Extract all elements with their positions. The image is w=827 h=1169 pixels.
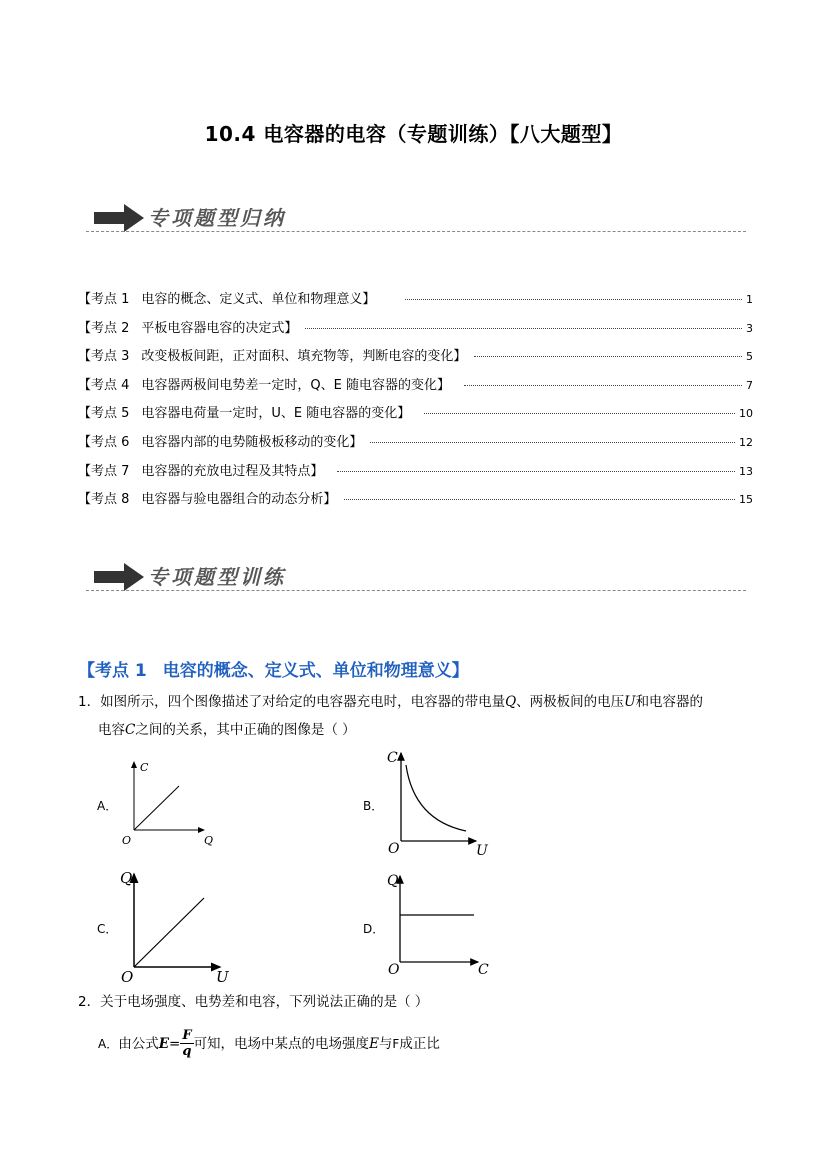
- banner-title: 专项题型归纳: [148, 206, 286, 230]
- question-1: 1．如图所示，四个图像描述了对给定的电容器充电时，电容器的带电量Q、两极板间的电压U和电容器的: [78, 694, 704, 710]
- toc-item[interactable]: 【考点 4 电容器两极间电势差一定时，Q、E 随电容器的变化】 7: [78, 377, 753, 393]
- question-2-option-a[interactable]: A． 由公式 E = $\frac{F}{q}$ 可知，电场中某点的电场强度 E 与 F 成正比: [98, 1028, 440, 1059]
- toc-item[interactable]: 【考点 8 电容器与验电器组合的动态分析】 15: [78, 492, 753, 508]
- x-axis-label: U: [216, 968, 229, 984]
- origin-label: O: [388, 841, 400, 857]
- origin-label: O: [122, 834, 132, 847]
- option-a-label[interactable]: A．: [97, 799, 118, 813]
- toc-item[interactable]: 【考点 6 电容器内部的电势随极板移动的变化】 12: [78, 434, 753, 450]
- option-c-label[interactable]: C．: [97, 922, 118, 936]
- option-d-graph[interactable]: [384, 868, 496, 978]
- y-axis-label: Q: [120, 869, 133, 887]
- toc-item[interactable]: 【考点 5 电容器电荷量一定时，U、E 随电容器的变化】 10: [78, 406, 753, 422]
- origin-label: O: [121, 968, 134, 984]
- divider: [86, 231, 746, 232]
- arrow-icon: [94, 563, 146, 591]
- section-banner-training: [86, 557, 746, 597]
- y-axis-label: C: [140, 761, 149, 774]
- question-2: 2．关于电场强度、电势差和电容，下列说法正确的是（ ）: [78, 994, 429, 1010]
- x-axis-label: U: [476, 843, 488, 857]
- option-b-label[interactable]: B．: [363, 799, 384, 813]
- option-c-graph[interactable]: [116, 866, 241, 984]
- banner-title: 专项题型训练: [148, 565, 286, 589]
- x-axis-label: C: [478, 962, 489, 978]
- option-a-graph[interactable]: [118, 758, 218, 848]
- option-b-graph[interactable]: [384, 745, 494, 857]
- table-of-contents: [78, 288, 753, 517]
- toc-item[interactable]: 【考点 2 平板电容器电容的决定式】 3: [78, 320, 753, 336]
- toc-item[interactable]: 【考点 1 电容的概念、定义式、单位和物理意义】 1: [78, 292, 753, 307]
- graph-line: [134, 898, 204, 967]
- origin-label: O: [388, 962, 400, 978]
- section-heading: 【考点 1 电容的概念、定义式、单位和物理意义】: [78, 661, 469, 681]
- graph-line: [134, 786, 179, 830]
- section-banner-summary: [86, 198, 746, 238]
- option-d-label[interactable]: D．: [363, 922, 385, 936]
- graph-curve: [406, 765, 466, 831]
- page-title: 10.4 电容器的电容（专题训练）【八大题型】: [204, 122, 623, 146]
- y-axis-label: C: [387, 750, 398, 766]
- toc-item[interactable]: 【考点 3 改变极板间距，正对面积、填充物等，判断电容的变化】 5: [78, 349, 753, 365]
- divider: [86, 590, 746, 591]
- x-axis-label: Q: [204, 834, 214, 847]
- y-axis-label: Q: [387, 873, 399, 889]
- arrow-icon: [94, 204, 146, 232]
- question-1-line2: 电容C之间的关系，其中正确的图像是（ ）: [98, 722, 356, 738]
- formula-fraction: $\frac{F}{q}$: [182, 1028, 192, 1059]
- toc-item[interactable]: 【考点 7 电容器的充放电过程及其特点】 13: [78, 463, 753, 479]
